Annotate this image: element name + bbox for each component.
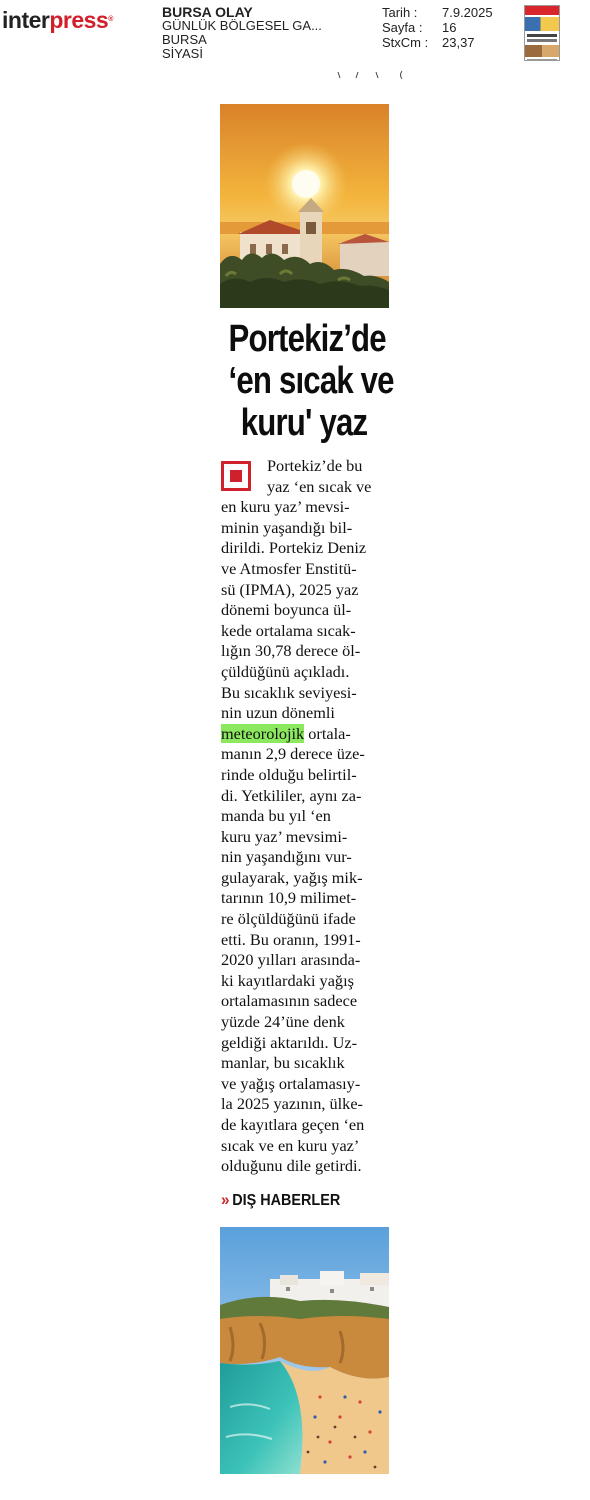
- highlighted-keyword: meteorolojik: [221, 723, 305, 743]
- body-line: manda bu yıl ‘en: [221, 806, 331, 826]
- headline-line: kuru' yaz: [240, 402, 368, 444]
- body-line: etti. Bu oranın, 1991-: [221, 929, 361, 949]
- body-line: gulayarak, yağış mik-: [221, 867, 363, 887]
- publication-category: SİYASİ: [162, 46, 203, 61]
- body-line: lığın 30,78 derece öl-: [221, 641, 361, 661]
- body-line: ki kayıtlardaki yağış: [221, 970, 354, 990]
- body-line: re ölçüldüğünü ifade: [221, 909, 356, 929]
- body-line: dönemi boyunca ül-: [221, 600, 352, 620]
- stxcm-value: 23,37: [442, 35, 475, 50]
- headline-line: Portekiz’de: [228, 318, 386, 360]
- body-line: 2020 yılları arasında-: [221, 950, 361, 970]
- body-line: kede ortalama sıcak-: [221, 620, 356, 640]
- body-line: de kayıtlara geçen ‘en: [221, 1115, 365, 1134]
- body-line: sıcak ve en kuru yaz’: [221, 1135, 360, 1155]
- publication-type: GÜNLÜK BÖLGESEL GA...: [162, 18, 322, 33]
- body-line: ortalamasının sadece: [221, 991, 358, 1011]
- section-name: DIŞ HABERLER: [232, 1192, 341, 1209]
- date-label: Tarih :: [382, 5, 418, 20]
- body-line: geldiği aktarıldı. Uz-: [221, 1032, 358, 1052]
- clipping-info: [382, 5, 493, 50]
- body-line: nin uzun dönemli: [221, 703, 335, 723]
- body-line: minin yaşandığı bil-: [221, 517, 353, 537]
- publication-city: BURSA: [162, 32, 207, 47]
- body-line: en kuru yaz’ mevsi-: [221, 497, 350, 517]
- body-line: yüzde 24’üne denk: [221, 1012, 345, 1032]
- interpress-logo: interpress®: [2, 7, 113, 33]
- body-line: rinde olduğu belirtil-: [221, 764, 357, 784]
- body-line: kuru yaz’ mevsimi-: [221, 826, 348, 846]
- clipping-cut-marks: [300, 70, 410, 80]
- article-headline: [228, 318, 394, 444]
- double-chevron-right-icon: »: [221, 1190, 230, 1209]
- body-line: sü (IPMA), 2025 yaz: [221, 579, 359, 599]
- article-body: [221, 456, 389, 1177]
- article-photo-sunset: [220, 104, 389, 308]
- newspaper-page-thumbnail[interactable]: [524, 5, 560, 61]
- body-line: di. Yetkililer, aynı za-: [221, 785, 362, 805]
- body-line: nin yaşandığını vur-: [221, 847, 352, 867]
- body-line: manın 2,9 derece üze-: [221, 744, 365, 764]
- body-line: Portekiz’de bu: [267, 456, 363, 475]
- body-line: yaz ‘en sıcak ve: [267, 476, 372, 496]
- page-label: Sayfa :: [382, 20, 423, 35]
- body-line: manlar, bu sıcaklık: [221, 1053, 345, 1073]
- body-line: dirildi. Portekiz Deniz: [221, 538, 367, 558]
- article-photo-beach: [220, 1227, 389, 1474]
- body-line: ve Atmosfer Enstitü-: [221, 558, 357, 578]
- body-line-highlight: meteorolojik ortala-: [221, 723, 351, 743]
- red-square-bullet-icon: [221, 461, 251, 491]
- body-line: Bu sıcaklık seviyesi-: [221, 682, 357, 702]
- publication-name: BURSA OLAY: [162, 4, 253, 20]
- body-line: la 2025 yazının, ülke-: [221, 1094, 363, 1114]
- clipping-meta: [162, 5, 322, 61]
- headline-line: ‘en sıcak ve: [228, 360, 394, 402]
- page-value: 16: [442, 20, 457, 35]
- stxcm-label: StxCm :: [382, 35, 429, 50]
- date-value: 7.9.2025: [442, 5, 493, 20]
- body-line: tarının 10,9 milimet-: [221, 888, 357, 908]
- section-label: [221, 1190, 340, 1211]
- body-line: ve yağış ortalamasıy-: [221, 1073, 361, 1093]
- body-line: olduğunu dile getirdi.: [221, 1156, 362, 1176]
- body-line: çüldüğünü açıkladı.: [221, 661, 350, 681]
